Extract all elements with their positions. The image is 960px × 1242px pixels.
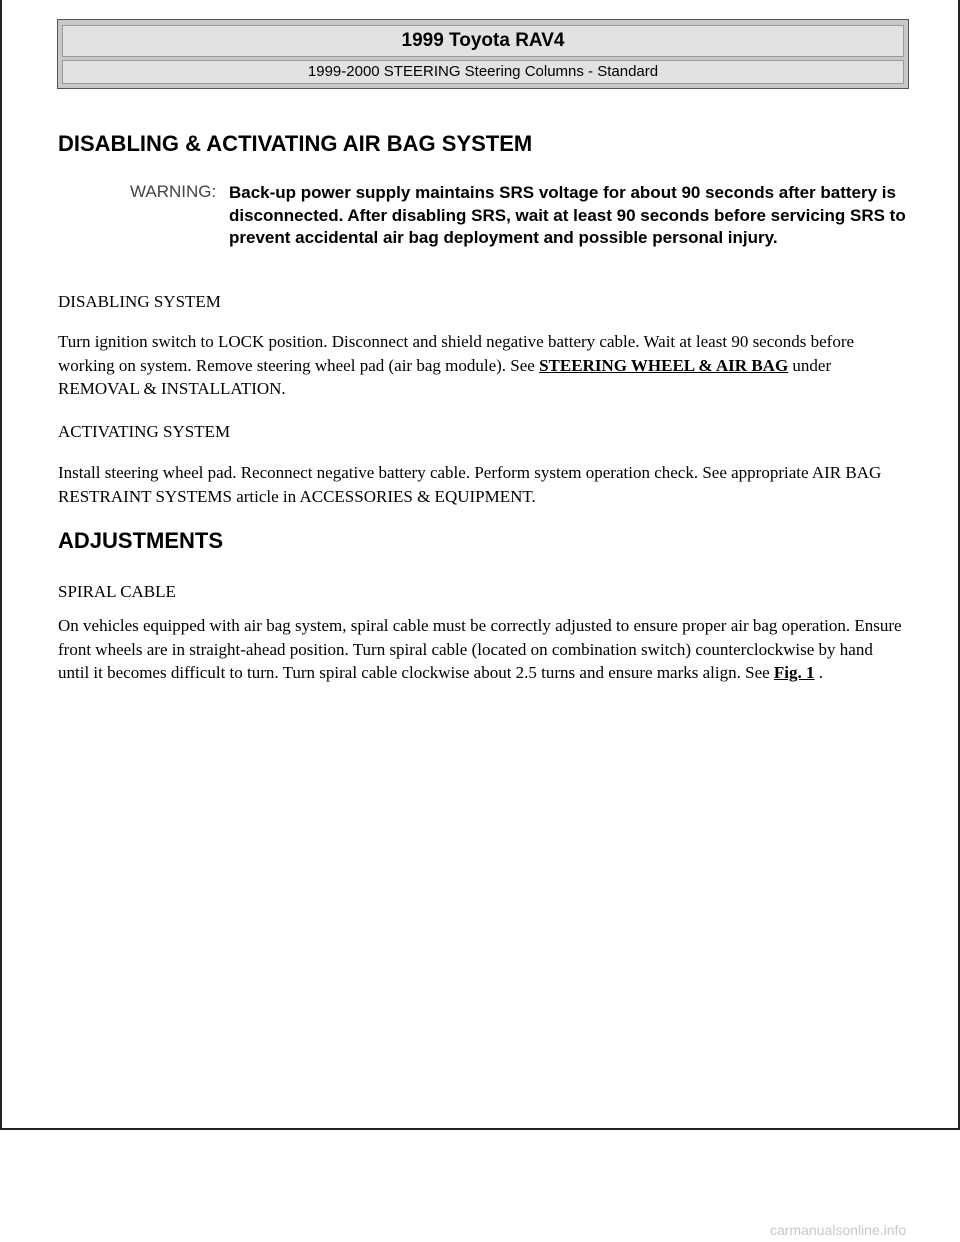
document-header	[57, 19, 909, 89]
fig-1-link[interactable]: Fig. 1	[773, 663, 815, 682]
activating-heading: ACTIVATING SYSTEM	[58, 422, 231, 441]
airbag-section-heading: DISABLING & ACTIVATING AIR BAG SYSTEM	[58, 131, 533, 156]
header-title: 1999 Toyota RAV4	[62, 25, 904, 57]
disabling-heading: DISABLING SYSTEM	[58, 292, 221, 311]
steering-wheel-airbag-link[interactable]: STEERING WHEEL & AIR BAG	[539, 355, 789, 375]
spiral-cable-heading: SPIRAL CABLE	[58, 582, 176, 601]
disabling-paragraph	[58, 330, 908, 401]
warning-text: Back-up power supply maintains SRS voltage for about 90 seconds after battery is disconnected. After disabling SRS, wait at least 90 seconds before servicing SRS to prevent accidental air bag deployment and possible personal injury.	[229, 183, 906, 247]
disabling-text: Turn ignition switch to LOCK position. Disconnect and shield negative battery cable. Wait at least 90 seconds before working on system. Remove steering wheel pad (air bag module). See	[58, 332, 855, 375]
activating-paragraph: Install steering wheel pad. Reconnect negative battery cable. Perform system operation check. See appropriate AIR BAG RESTRAINT SYSTEMS article in ACCESSORIES & EQUIPMENT.	[58, 463, 882, 506]
warning-label: WARNING:	[130, 182, 217, 201]
adjustments-heading: ADJUSTMENTS	[58, 528, 224, 553]
spiral-cable-text-after: .	[814, 663, 824, 682]
page-frame-bottom	[0, 1128, 960, 1130]
page-frame-left	[0, 0, 2, 1130]
spiral-cable-paragraph	[58, 614, 908, 685]
watermark: carmanualsonline.info	[770, 1222, 907, 1238]
disabling-text-after: under REMOVAL & INSTALLATION.	[58, 355, 832, 398]
header-subtitle: 1999-2000 STEERING Steering Columns - Standard	[62, 60, 904, 84]
spiral-cable-text: On vehicles equipped with air bag system, spiral cable must be correctly adjusted to ensure proper air bag operation. Ensure front wheels are in straight-ahead position. Turn spiral cable (located on combination switch) counterclockwise by hand until it becomes difficult to turn. Turn spiral cable clockwise about 2.5 turns and ensure marks align. See	[58, 616, 902, 682]
